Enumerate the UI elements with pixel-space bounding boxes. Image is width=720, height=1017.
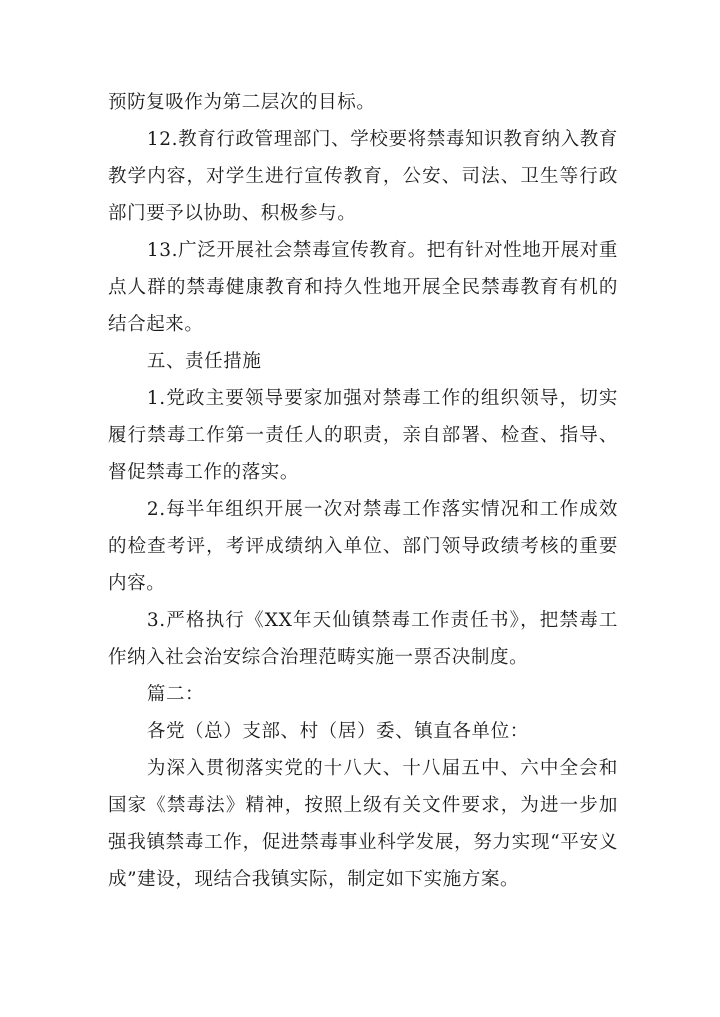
document-body [108, 84, 618, 898]
paragraph-measure-1: 1.党政主要领导要家加强对禁毒工作的组织领导，切实履行禁毒工作第一责任人的职责，亲自部署、检查、指导、督促禁毒工作的落实。 [108, 388, 618, 483]
section-heading-responsibility: 五、责任措施 [146, 351, 262, 372]
paragraph-continuation: 预防复吸作为第二层次的目标。 [108, 92, 376, 113]
salutation: 各党（总）支部、村（居）委、镇直各单位： [146, 721, 529, 742]
paragraph-item-13: 13.广泛开展社会禁毒宣传教育。把有针对性地开展对重点人群的禁毒健康教育和持久性地开展全民禁毒教育有机的结合起来。 [108, 240, 618, 335]
section-heading-part-two: 篇二： [146, 684, 205, 705]
paragraph-intro: 为深入贯彻落实党的十八大、十八届五中、六中全会和国家《禁毒法》精神，按照上级有关文件要求，为进一步加强我镇禁毒工作，促进禁毒事业科学发展，努力实现“平安义成”建设，现结合我镇实际，制定如下实施方案。 [108, 758, 618, 890]
paragraph-measure-2: 2.每半年组织开展一次对禁毒工作落实情况和工作成效的检查考评，考评成绩纳入单位、部门领导政绩考核的重要内容。 [108, 499, 618, 594]
paragraph-item-12: 12.教育行政管理部门、学校要将禁毒知识教育纳入教育教学内容，对学生进行宣传教育，公安、司法、卫生等行政部门要予以协助、积极参与。 [108, 129, 618, 224]
paragraph-measure-3: 3.严格执行《XX年天仙镇禁毒工作责任书》，把禁毒工作纳入社会治安综合治理范畴实施一票否决制度。 [108, 610, 618, 668]
